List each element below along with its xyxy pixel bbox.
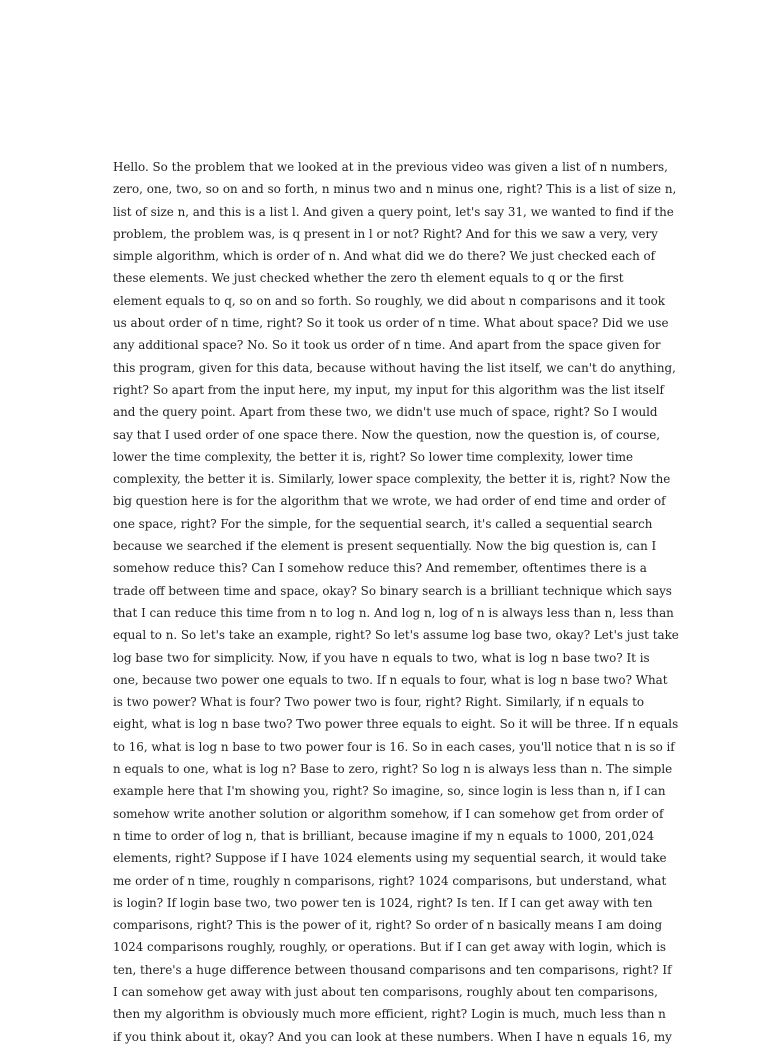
text-line: elements, right? Suppose if I have 1024 elements using my sequential search, it would take [113,851,667,866]
text-line: problem, the problem was, is q present in l or not? Right? And for this we saw a very, very [113,226,658,241]
text-line: comparisons, right? This is the power of it, right? So order of n basically means I am doing [113,918,663,933]
text-line: zero, one, two, so on and so forth, n minus two and n minus one, right? This is a list of size n, [113,182,677,197]
text-line: trade off between time and space, okay? So binary search is a brilliant technique which says [113,583,672,598]
text-line: simple algorithm, which is order of n. And what did we do there? We just checked each of [113,249,656,264]
text-line: to 16, what is log n base to two power four is 16. So in each cases, you'll notice that n is so if [113,739,675,754]
text-line: these elements. We just checked whether the zero th element equals to q or the first [113,271,624,286]
text-line: me order of n time, roughly n comparisons, right? 1024 comparisons, but understand, what [113,873,667,888]
text-line: n equals to one, what is log n? Base to zero, right? So log n is always less than n. The simple [113,762,673,777]
text-line: Hello. So the problem that we looked at in the previous video was given a list of n numbers, [113,160,668,174]
text-line: right? So apart from the input here, my input, my input for this algorithm was the list itself [113,382,664,397]
text-line: if you think about it, okay? And you can look at these numbers. When I have n equals 16, my [113,1029,672,1044]
text-line: one space, right? For the simple, for the sequential search, it's called a sequential search [113,516,653,531]
text-line: somehow reduce this? Can I somehow reduce this? And remember, oftentimes there is a [113,561,647,576]
text-line: list of size n, and this is a list l. And given a query point, let's say 31, we wanted to find if the [113,204,674,219]
text-line: that I can reduce this time from n to log n. And log n, log of n is always less than n, less than [113,605,674,620]
text-line: then my algorithm is obviously much more efficient, right? Login is much, much less than n [113,1007,666,1022]
text-line: big question here is for the algorithm that we wrote, we had order of end time and order of [113,494,666,509]
text-line: n time to order of log n, that is brilliant, because imagine if my n equals to 1000, 201,024 [113,828,655,843]
text-line: equal to n. So let's take an example, right? So let's assume log base two, okay? Let's just take [113,628,679,643]
text-line: because we searched if the element is present sequentially. Now the big question is, can I [113,539,657,554]
text-line: is login? If login base two, two power ten is 1024, right? Is ten. If I can get away with ten [113,895,653,910]
text-line: somehow write another solution or algorithm somehow, if I can somehow get from order of [113,806,664,821]
text-line: is two power? What is four? Two power two is four, right? Right. Similarly, if n equals to [113,695,645,710]
text-line: eight, what is log n base two? Two power three equals to eight. So it will be three. If n equals [113,717,679,732]
text-line: example here that I'm showing you, right? So imagine, so, since login is less than n, if I can [113,784,666,799]
text-line: 1024 comparisons roughly, roughly, or operations. But if I can get away with login, which is [113,940,667,955]
text-line: and the query point. Apart from these two, we didn't use much of space, right? So I would [113,405,658,420]
text-line: I can somehow get away with just about ten comparisons, roughly about ten comparisons, [113,984,658,999]
text-line: us about order of n time, right? So it took us order of n time. What about space? Did we use [113,316,669,331]
transcript-paragraph [113,156,679,1048]
text-line: lower the time complexity, the better it is, right? So lower time complexity, lower time [113,449,634,464]
text-line: log base two for simplicity. Now, if you have n equals to two, what is log n base two? It is [113,650,650,665]
text-line: any additional space? No. So it took us order of n time. And apart from the space given for [113,338,661,353]
text-line: say that I used order of one space there. Now the question, now the question is, of course, [113,427,661,442]
text-line: this program, given for this data, because without having the list itself, we can't do anything, [113,360,676,375]
text-line: ten, there's a huge difference between thousand comparisons and ten comparisons, right? If [113,962,672,977]
text-line: one, because two power one equals to two. If n equals to four, what is log n base two? What [113,672,668,687]
text-line: complexity, the better it is. Similarly, lower space complexity, the better it is, right? Now the [113,472,671,487]
text-line: element equals to q, so on and so forth. So roughly, we did about n comparisons and it took [113,293,665,308]
